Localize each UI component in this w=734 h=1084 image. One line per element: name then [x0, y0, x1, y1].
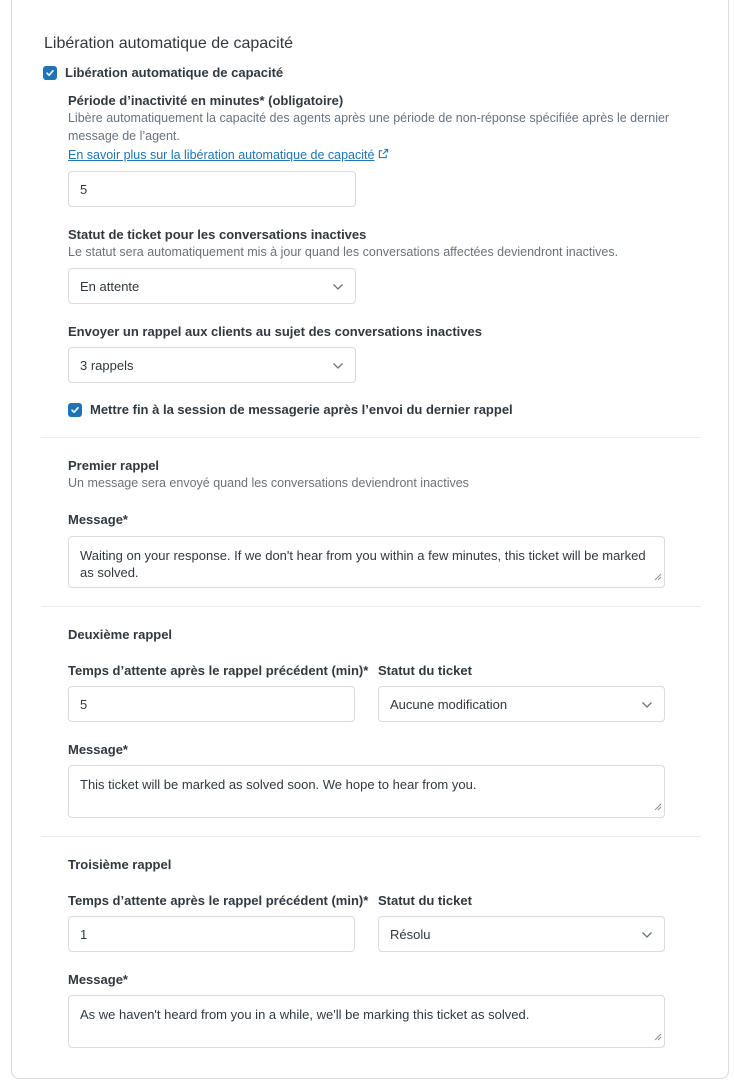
ticket-status-select[interactable]	[68, 268, 356, 304]
ticket-status-label: Statut de ticket pour les conversations inactives	[68, 227, 367, 242]
ticket-status-selected: En attente	[80, 278, 140, 294]
auto-release-label: Libération automatique de capacité	[65, 65, 284, 80]
reminders-label: Envoyer un rappel aux clients au sujet des conversations inactives	[68, 324, 482, 339]
second-reminder-status-label: Statut du ticket	[378, 663, 472, 678]
chevron-down-icon	[641, 697, 653, 712]
third-reminder-message-text: As we haven't heard from you in a while, we'll be marking this ticket as solved.	[80, 1007, 530, 1022]
check-icon	[68, 403, 82, 417]
inactivity-value: 5	[80, 181, 88, 197]
learn-more-link[interactable]	[68, 148, 389, 162]
resize-handle-icon[interactable]	[654, 798, 662, 815]
second-reminder-message-text: This ticket will be marked as solved soon. We hope to hear from you.	[80, 777, 477, 792]
end-session-checkbox[interactable]	[68, 402, 513, 417]
inactivity-label: Période d’inactivité en minutes* (obligatoire)	[68, 93, 344, 108]
learn-more-link-text: En savoir plus sur la libération automatique de capacité	[68, 148, 375, 162]
reminders-selected: 3 rappels	[80, 357, 134, 373]
external-link-icon	[378, 148, 389, 162]
second-reminder-wait-value: 5	[80, 696, 88, 712]
first-reminder-title: Premier rappel	[68, 458, 160, 473]
second-reminder-wait-label: Temps d’attente après le rappel précédent (min)*	[68, 663, 369, 678]
chevron-down-icon	[332, 358, 344, 373]
second-reminder-message-label: Message*	[68, 742, 128, 757]
second-reminder-status-selected: Aucune modification	[390, 696, 508, 712]
third-reminder-status-label: Statut du ticket	[378, 893, 472, 908]
second-reminder-status-select[interactable]	[378, 686, 665, 722]
third-reminder-title: Troisième rappel	[68, 857, 172, 872]
first-reminder-hint: Un message sera envoyé quand les conversations deviendront inactives	[68, 476, 469, 490]
first-reminder-message-text: Waiting on your response. If we don't hear from you within a few minutes, this ticket will be marked as solved.	[80, 548, 646, 580]
inactivity-hint: Libère automatiquement la capacité des agents après une période de non-réponse spécifiée après le dernier message de l’agent.	[68, 111, 670, 143]
resize-handle-icon[interactable]	[654, 1028, 662, 1045]
divider	[41, 606, 701, 607]
third-reminder-wait-input[interactable]	[68, 916, 355, 952]
first-reminder-message-textarea[interactable]	[68, 536, 665, 588]
end-session-label: Mettre fin à la session de messagerie après l’envoi du dernier rappel	[90, 402, 513, 417]
chevron-down-icon	[332, 279, 344, 294]
second-reminder-wait-input[interactable]	[68, 686, 355, 722]
third-reminder-message-textarea[interactable]	[68, 995, 665, 1048]
divider	[41, 836, 701, 837]
third-reminder-status-selected: Résolu	[390, 926, 431, 942]
auto-release-checkbox[interactable]	[43, 65, 283, 80]
section-title: Libération automatique de capacité	[44, 35, 294, 52]
second-reminder-message-textarea[interactable]	[68, 765, 665, 818]
third-reminder-wait-label: Temps d’attente après le rappel précédent (min)*	[68, 893, 369, 908]
ticket-status-hint: Le statut sera automatiquement mis à jour quand les conversations affectées deviendront inactives.	[68, 245, 619, 259]
check-icon	[43, 66, 57, 80]
first-reminder-message-label: Message*	[68, 512, 128, 527]
second-reminder-title: Deuxième rappel	[68, 627, 173, 642]
third-reminder-wait-value: 1	[80, 926, 88, 942]
divider	[41, 437, 701, 438]
reminders-select[interactable]	[68, 347, 356, 383]
third-reminder-message-label: Message*	[68, 972, 128, 987]
inactivity-input[interactable]	[68, 171, 356, 207]
chevron-down-icon	[641, 927, 653, 942]
resize-handle-icon[interactable]	[654, 568, 662, 585]
third-reminder-status-select[interactable]	[378, 916, 665, 952]
